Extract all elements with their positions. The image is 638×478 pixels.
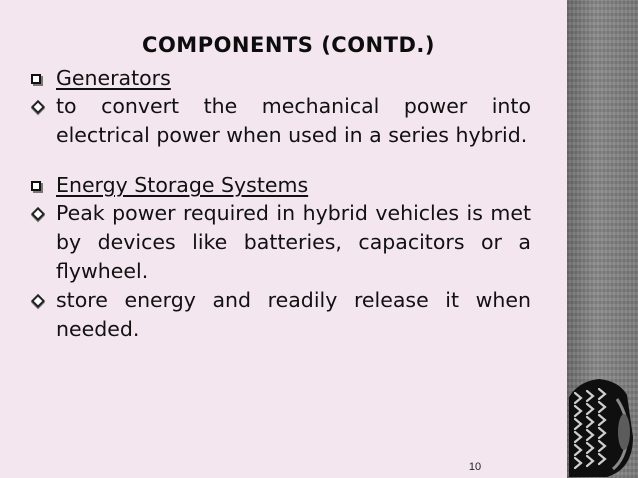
square-bullet-icon (31, 181, 41, 191)
square-bullet-icon (31, 74, 41, 84)
diamond-bullet-icon (31, 207, 45, 221)
slide-title: COMPONENTS (CONTD.) (142, 33, 435, 57)
bullet-text: Peak power required in hybrid vehicles is met by devices like batteries, capacitors or a flywheel. (56, 201, 531, 283)
section-heading-label: Generators (56, 66, 171, 90)
bullet-item (30, 286, 531, 344)
slide-number: 10 (468, 461, 482, 473)
tire-icon (567, 377, 638, 478)
diamond-bullet-icon (31, 100, 45, 114)
spacer (30, 150, 531, 171)
section-heading-energy-storage (30, 171, 531, 199)
section-heading-label: Energy Storage Systems (56, 173, 309, 197)
bullet-item (30, 199, 531, 286)
bullet-item (30, 92, 531, 150)
section-heading-generators (30, 64, 531, 92)
slide-content (30, 64, 531, 344)
bullet-text: to convert the mechanical power into electrical power when used in a series hybrid. (56, 94, 531, 147)
diamond-bullet-icon (31, 294, 45, 308)
bullet-text: store energy and readily release it when needed. (56, 288, 531, 341)
